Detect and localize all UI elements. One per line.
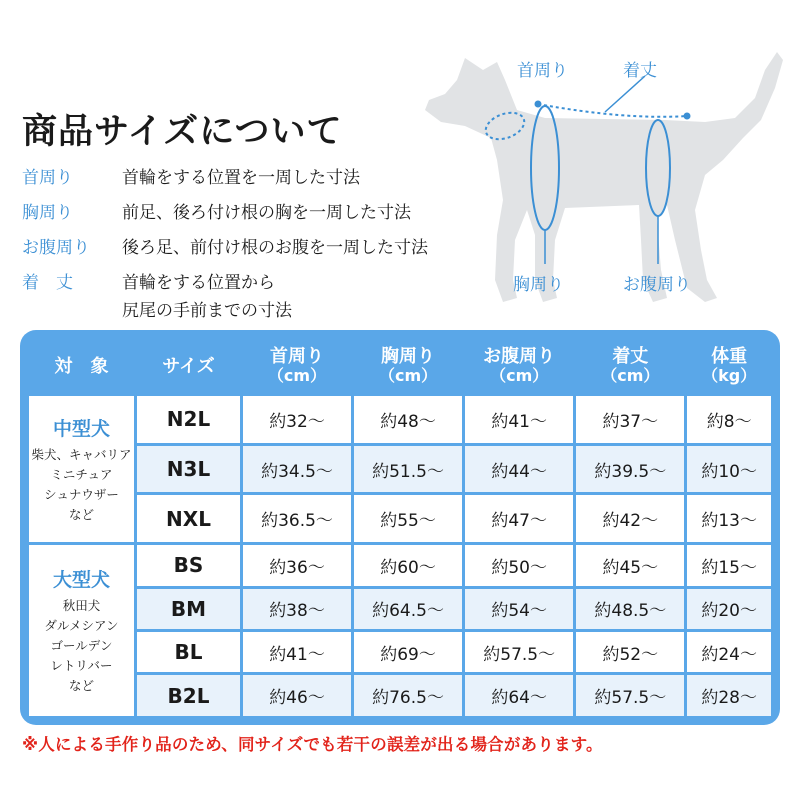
size-cell: N3L (137, 446, 240, 493)
size-cell: B2L (137, 675, 240, 716)
page-title: 商品サイズについて (22, 112, 343, 152)
breed-line: 秋田犬 (62, 598, 101, 614)
table-header-row (29, 339, 771, 393)
value-cell: 約64.5～ (354, 589, 462, 629)
value-cell: 約52～ (576, 632, 684, 672)
definition-term: 胸周り (22, 203, 73, 223)
value-cell: 約57.5～ (465, 632, 573, 672)
size-cell: NXL (137, 495, 240, 542)
value-cell: 約15～ (687, 545, 771, 585)
dog-diagram (405, 40, 800, 320)
value-cell: 約41～ (465, 396, 573, 443)
breed-line: など (68, 678, 94, 694)
size-table-frame (20, 330, 780, 725)
value-cell: 約41～ (243, 632, 351, 672)
value-cell: 約57.5～ (576, 675, 684, 716)
group-breeds (31, 596, 132, 696)
value-cell: 約64～ (465, 675, 573, 716)
diagram-label-chest: 胸周り (513, 275, 564, 295)
value-cell: 約51.5～ (354, 446, 462, 493)
value-cell: 約48.5～ (576, 589, 684, 629)
breed-line: など (68, 506, 94, 522)
header-target: 対 象 (29, 339, 134, 393)
definition-term: 首周り (22, 168, 73, 188)
value-cell: 約42～ (576, 495, 684, 542)
definition-desc: 尻尾の手前までの寸法 (122, 301, 292, 321)
header-length: 着丈 （cm） (576, 339, 684, 393)
footnote-warning: ※人による手作り品のため、同サイズでも若干の誤差が出る場合があります。 (22, 735, 603, 754)
group-breeds (31, 445, 132, 525)
table-row (29, 589, 771, 629)
header-neck: 首周り （cm） (243, 339, 351, 393)
size-cell: BS (137, 545, 240, 585)
breed-line: ダルメシアン (44, 618, 119, 634)
value-cell: 約10～ (687, 446, 771, 493)
table-row (29, 495, 771, 542)
definition-desc: 首輪をする位置から (122, 273, 275, 293)
size-table (26, 336, 774, 719)
table-row (29, 446, 771, 493)
definition-desc: 後ろ足、前付け根のお腹を一周した寸法 (122, 238, 428, 258)
definition-neck (22, 164, 428, 199)
diagram-label-neck: 首周り (517, 61, 568, 81)
value-cell: 約37～ (576, 396, 684, 443)
value-cell: 約36.5～ (243, 495, 351, 542)
size-cell: BL (137, 632, 240, 672)
definition-chest (22, 199, 428, 234)
value-cell: 約34.5～ (243, 446, 351, 493)
value-cell: 約13～ (687, 495, 771, 542)
diagram-label-belly: お腹周り (623, 275, 691, 295)
breed-line: レトリバー (50, 658, 113, 674)
breed-line: 柴犬、キャバリア (31, 446, 132, 462)
value-cell: 約28～ (687, 675, 771, 716)
table-row (29, 632, 771, 672)
breed-line: シュナウザー (44, 486, 119, 502)
definitions-list (22, 164, 428, 329)
definition-term: お腹周り (22, 238, 90, 258)
value-cell: 約45～ (576, 545, 684, 585)
header-weight: 体重 （kg） (687, 339, 771, 393)
definition-desc: 前足、後ろ付け根の胸を一周した寸法 (122, 203, 411, 223)
definition-length (22, 269, 428, 329)
value-cell: 約32～ (243, 396, 351, 443)
value-cell: 約60～ (354, 545, 462, 585)
value-cell: 約20～ (687, 589, 771, 629)
size-cell: BM (137, 589, 240, 629)
header-size: サイズ (137, 339, 240, 393)
dog-silhouette-icon (405, 40, 800, 320)
value-cell: 約39.5～ (576, 446, 684, 493)
value-cell: 約69～ (354, 632, 462, 672)
definition-belly (22, 234, 428, 269)
value-cell: 約36～ (243, 545, 351, 585)
group-name: 大型犬 (52, 569, 110, 592)
value-cell: 約8～ (687, 396, 771, 443)
value-cell: 約47～ (465, 495, 573, 542)
value-cell: 約50～ (465, 545, 573, 585)
value-cell: 約48～ (354, 396, 462, 443)
definition-term: 着 丈 (22, 273, 73, 293)
breed-line: ミニチュア (50, 466, 113, 482)
value-cell: 約38～ (243, 589, 351, 629)
value-cell: 約54～ (465, 589, 573, 629)
table-row (29, 675, 771, 716)
value-cell: 約46～ (243, 675, 351, 716)
diagram-label-length: 着丈 (623, 61, 657, 81)
size-cell: N2L (137, 396, 240, 443)
table-row (29, 545, 771, 585)
header-belly: お腹周り （cm） (465, 339, 573, 393)
breed-line: ゴールデン (50, 638, 113, 654)
size-table-body (29, 396, 771, 716)
header-chest: 胸周り （cm） (354, 339, 462, 393)
group-name: 中型犬 (52, 417, 110, 440)
definition-desc: 首輪をする位置を一周した寸法 (122, 168, 360, 188)
table-row (29, 396, 771, 443)
value-cell: 約76.5～ (354, 675, 462, 716)
value-cell: 約55～ (354, 495, 462, 542)
group-cell (29, 545, 134, 716)
value-cell: 約24～ (687, 632, 771, 672)
group-cell (29, 396, 134, 542)
value-cell: 約44～ (465, 446, 573, 493)
